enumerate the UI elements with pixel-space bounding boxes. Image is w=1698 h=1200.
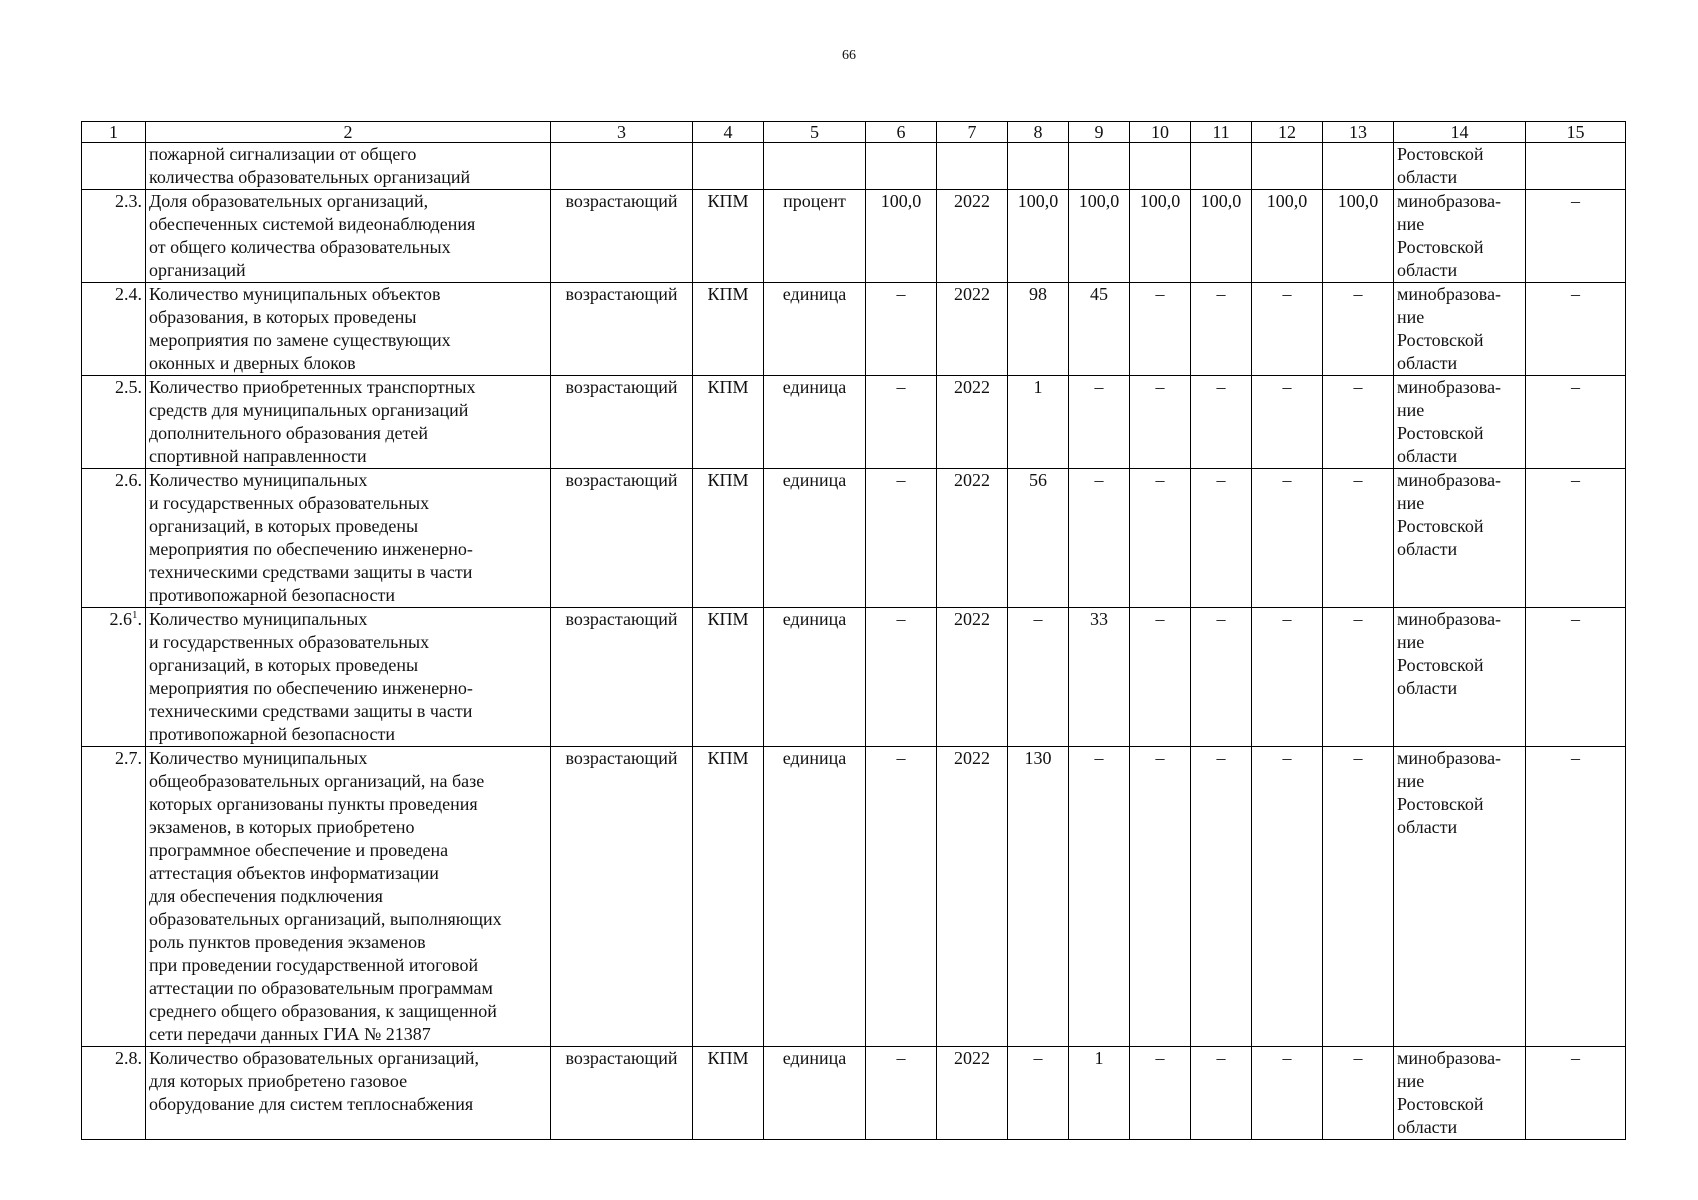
indicator-type-cell: КПМ bbox=[693, 1047, 764, 1140]
value-cell: – bbox=[1323, 376, 1394, 469]
indicator-name-cell: Количество муниципальных объектов образования, в которых проведены мероприятия по замене существующих оконных и дверных блоков bbox=[146, 283, 551, 376]
base-value-cell: – bbox=[866, 376, 937, 469]
value-cell: – bbox=[1323, 747, 1394, 1047]
unit-cell bbox=[764, 143, 866, 190]
indicator-name-cell: Количество муниципальных и государственных образовательных организаций, в которых проведены мероприятия по обеспечению инженерно- техническими средствами защиты в части противопожарной безопасности bbox=[146, 608, 551, 747]
row-number-cell: 2.4. bbox=[82, 283, 146, 376]
responsible-cell: Ростовской области bbox=[1394, 143, 1526, 190]
value-cell: – bbox=[1191, 747, 1252, 1047]
table-row bbox=[82, 376, 1626, 469]
value-cell: 100,0 bbox=[1130, 190, 1191, 283]
value-cell: – bbox=[1069, 376, 1130, 469]
column-header: 6 bbox=[866, 122, 937, 143]
base-value-cell: – bbox=[866, 1047, 937, 1140]
row-number-cell bbox=[82, 143, 146, 190]
value-cell: 100,0 bbox=[1069, 190, 1130, 283]
base-value-cell: – bbox=[866, 608, 937, 747]
column-header: 13 bbox=[1323, 122, 1394, 143]
value-cell: – bbox=[1130, 283, 1191, 376]
column-header: 3 bbox=[551, 122, 693, 143]
value-cell: 56 bbox=[1008, 469, 1069, 608]
value-cell: – bbox=[1191, 469, 1252, 608]
value-cell: – bbox=[1323, 1047, 1394, 1140]
value-cell bbox=[1252, 143, 1323, 190]
responsible-cell: минобразова- ние Ростовской области bbox=[1394, 1047, 1526, 1140]
value-cell: – bbox=[1323, 469, 1394, 608]
value-cell: – bbox=[1191, 376, 1252, 469]
row-number-cell: 2.6. bbox=[82, 469, 146, 608]
value-cell: – bbox=[1130, 608, 1191, 747]
row-number-text: 2.6 bbox=[109, 609, 132, 629]
base-value-cell: 100,0 bbox=[866, 190, 937, 283]
row-number-cell: 2.3. bbox=[82, 190, 146, 283]
table-row bbox=[82, 1047, 1626, 1140]
base-year-cell: 2022 bbox=[937, 190, 1008, 283]
base-year-cell: 2022 bbox=[937, 376, 1008, 469]
value-cell: 100,0 bbox=[1191, 190, 1252, 283]
value-cell bbox=[1130, 143, 1191, 190]
value-cell: – bbox=[1130, 1047, 1191, 1140]
table-row bbox=[82, 747, 1626, 1047]
column-header: 12 bbox=[1252, 122, 1323, 143]
value-cell: 33 bbox=[1069, 608, 1130, 747]
responsible-cell: минобразова- ние Ростовской области bbox=[1394, 190, 1526, 283]
column-header: 8 bbox=[1008, 122, 1069, 143]
base-value-cell: – bbox=[866, 469, 937, 608]
indicators-table bbox=[81, 121, 1626, 1140]
responsible-cell: минобразова- ние Ростовской области bbox=[1394, 747, 1526, 1047]
base-year-cell: 2022 bbox=[937, 283, 1008, 376]
indicator-type-cell: КПМ bbox=[693, 608, 764, 747]
value-cell: – bbox=[1130, 469, 1191, 608]
value-cell: – bbox=[1130, 747, 1191, 1047]
value-cell: – bbox=[1069, 747, 1130, 1047]
note-cell: – bbox=[1526, 469, 1626, 608]
value-cell: – bbox=[1252, 608, 1323, 747]
value-cell bbox=[1008, 143, 1069, 190]
column-header: 10 bbox=[1130, 122, 1191, 143]
indicator-type-cell: КПМ bbox=[693, 283, 764, 376]
note-cell: – bbox=[1526, 747, 1626, 1047]
value-cell: 1 bbox=[1008, 376, 1069, 469]
value-cell: 130 bbox=[1008, 747, 1069, 1047]
unit-cell: единица bbox=[764, 1047, 866, 1140]
trend-cell: возрастающий bbox=[551, 1047, 693, 1140]
trend-cell bbox=[551, 143, 693, 190]
value-cell: – bbox=[1252, 283, 1323, 376]
column-header: 11 bbox=[1191, 122, 1252, 143]
row-number-cell bbox=[82, 608, 146, 747]
indicator-type-cell bbox=[693, 143, 764, 190]
value-cell: 100,0 bbox=[1008, 190, 1069, 283]
unit-cell: единица bbox=[764, 469, 866, 608]
indicator-name-cell: пожарной сигнализации от общего количества образовательных организаций bbox=[146, 143, 551, 190]
base-year-cell: 2022 bbox=[937, 747, 1008, 1047]
note-cell bbox=[1526, 143, 1626, 190]
note-cell: – bbox=[1526, 376, 1626, 469]
value-cell: – bbox=[1252, 1047, 1323, 1140]
row-number-cell: 2.8. bbox=[82, 1047, 146, 1140]
indicator-type-cell: КПМ bbox=[693, 190, 764, 283]
unit-cell: процент bbox=[764, 190, 866, 283]
column-header: 1 bbox=[82, 122, 146, 143]
value-cell: – bbox=[1008, 608, 1069, 747]
value-cell bbox=[1069, 143, 1130, 190]
responsible-cell: минобразова- ние Ростовской области bbox=[1394, 608, 1526, 747]
row-number-superscript: 1 bbox=[132, 609, 138, 621]
responsible-cell: минобразова- ние Ростовской области bbox=[1394, 376, 1526, 469]
unit-cell: единица bbox=[764, 283, 866, 376]
value-cell: – bbox=[1191, 608, 1252, 747]
value-cell bbox=[1323, 143, 1394, 190]
responsible-cell: минобразова- ние Ростовской области bbox=[1394, 469, 1526, 608]
value-cell: 45 bbox=[1069, 283, 1130, 376]
value-cell: – bbox=[1323, 608, 1394, 747]
indicator-name-cell: Количество образовательных организаций, для которых приобретено газовое оборудование для систем теплоснабжения bbox=[146, 1047, 551, 1140]
trend-cell: возрастающий bbox=[551, 190, 693, 283]
table-row bbox=[82, 283, 1626, 376]
column-number-row bbox=[82, 122, 1626, 143]
indicator-type-cell: КПМ bbox=[693, 376, 764, 469]
base-year-cell: 2022 bbox=[937, 608, 1008, 747]
column-header: 5 bbox=[764, 122, 866, 143]
column-header: 9 bbox=[1069, 122, 1130, 143]
unit-cell: единица bbox=[764, 747, 866, 1047]
unit-cell: единица bbox=[764, 608, 866, 747]
column-header: 2 bbox=[146, 122, 551, 143]
value-cell: – bbox=[1252, 747, 1323, 1047]
column-header: 7 bbox=[937, 122, 1008, 143]
value-cell: – bbox=[1252, 376, 1323, 469]
row-number-suffix: . bbox=[137, 609, 142, 629]
unit-cell: единица bbox=[764, 376, 866, 469]
table-row bbox=[82, 469, 1626, 608]
value-cell: – bbox=[1069, 469, 1130, 608]
value-cell: 100,0 bbox=[1252, 190, 1323, 283]
indicator-name-cell: Количество муниципальных общеобразовательных организаций, на базе которых организованы пункты проведения экзаменов, в которых приобретено программное обеспечение и проведена аттестация объектов информатизации для обеспечения подключения образовательных организаций, выполняющих роль пунктов проведения экзаменов при проведении государственной итоговой аттестации по образовательным программам среднего общего образования, к защищенной сети передачи данных ГИА № 21387 bbox=[146, 747, 551, 1047]
column-header: 14 bbox=[1394, 122, 1526, 143]
value-cell: – bbox=[1191, 283, 1252, 376]
note-cell: – bbox=[1526, 608, 1626, 747]
column-header: 4 bbox=[693, 122, 764, 143]
page-number: 66 bbox=[842, 48, 856, 63]
note-cell: – bbox=[1526, 283, 1626, 376]
trend-cell: возрастающий bbox=[551, 469, 693, 608]
value-cell: – bbox=[1130, 376, 1191, 469]
row-number-cell: 2.7. bbox=[82, 747, 146, 1047]
value-cell: – bbox=[1191, 1047, 1252, 1140]
table-row bbox=[82, 190, 1626, 283]
indicator-name-cell: Количество приобретенных транспортных средств для муниципальных организаций дополнительного образования детей спортивной направленности bbox=[146, 376, 551, 469]
column-header: 15 bbox=[1526, 122, 1626, 143]
value-cell: – bbox=[1252, 469, 1323, 608]
indicator-type-cell: КПМ bbox=[693, 469, 764, 608]
trend-cell: возрастающий bbox=[551, 608, 693, 747]
value-cell: – bbox=[1008, 1047, 1069, 1140]
base-value-cell: – bbox=[866, 283, 937, 376]
base-year-cell: 2022 bbox=[937, 469, 1008, 608]
trend-cell: возрастающий bbox=[551, 376, 693, 469]
value-cell: 100,0 bbox=[1323, 190, 1394, 283]
indicator-type-cell: КПМ bbox=[693, 747, 764, 1047]
value-cell bbox=[1191, 143, 1252, 190]
trend-cell: возрастающий bbox=[551, 283, 693, 376]
base-year-cell: 2022 bbox=[937, 1047, 1008, 1140]
value-cell: – bbox=[1323, 283, 1394, 376]
base-value-cell: – bbox=[866, 747, 937, 1047]
row-number-cell: 2.5. bbox=[82, 376, 146, 469]
value-cell: 98 bbox=[1008, 283, 1069, 376]
indicator-name-cell: Количество муниципальных и государственных образовательных организаций, в которых проведены мероприятия по обеспечению инженерно- техническими средствами защиты в части противопожарной безопасности bbox=[146, 469, 551, 608]
table-row bbox=[82, 608, 1626, 747]
note-cell: – bbox=[1526, 190, 1626, 283]
responsible-cell: минобразова- ние Ростовской области bbox=[1394, 283, 1526, 376]
base-value-cell bbox=[866, 143, 937, 190]
trend-cell: возрастающий bbox=[551, 747, 693, 1047]
table-row bbox=[82, 143, 1626, 190]
indicator-name-cell: Доля образовательных организаций, обеспеченных системой видеонаблюдения от общего количества образовательных организаций bbox=[146, 190, 551, 283]
value-cell: 1 bbox=[1069, 1047, 1130, 1140]
note-cell: – bbox=[1526, 1047, 1626, 1140]
base-year-cell bbox=[937, 143, 1008, 190]
